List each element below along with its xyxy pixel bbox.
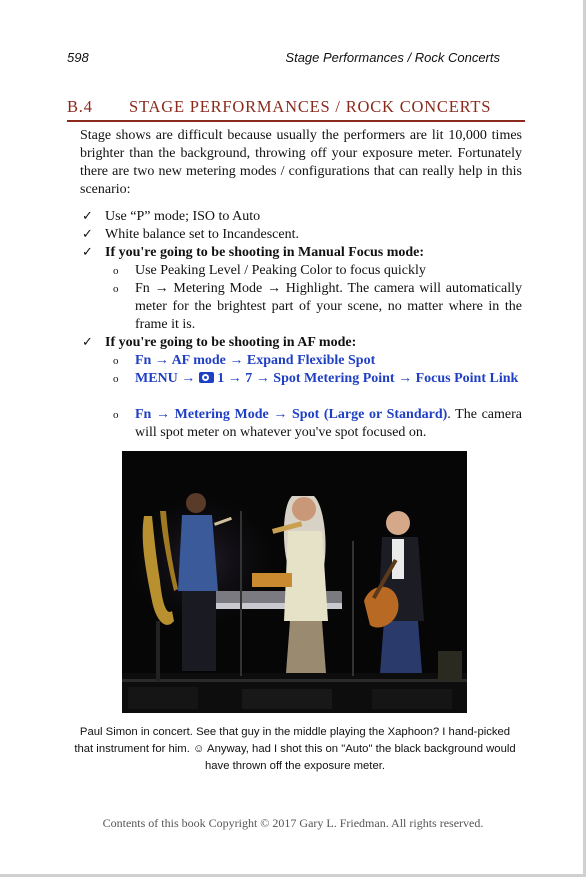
running-title: Stage Performances / Rock Concerts bbox=[285, 50, 500, 65]
list-item-heading: If you're going to be shooting in AF mode: bbox=[105, 335, 357, 350]
sub-list-item: Fn → Metering Mode → Highlight. The camera will automatically meter for the brightest part of your scene, no matter where in the frame it is. bbox=[135, 281, 522, 332]
list-item: White balance set to Incandescent. bbox=[105, 227, 299, 242]
checkmark-icon: ✓ bbox=[82, 226, 93, 241]
list-item: Use “P” mode; ISO to Auto bbox=[105, 209, 261, 224]
sub-list-item bbox=[135, 406, 522, 442]
page-number: 598 bbox=[67, 50, 89, 65]
menu-path-rest: 1 → 7 → Spot Metering Point → Focus Point Link bbox=[217, 371, 519, 386]
checkmark-icon: ✓ bbox=[82, 208, 93, 223]
section-heading bbox=[67, 97, 525, 122]
camera-icon bbox=[199, 372, 214, 383]
section-number: B.4 bbox=[67, 97, 93, 116]
checkmark-icon: ✓ bbox=[82, 244, 93, 259]
sub-list-text: . The camera will spot meter on whatever you've spot focused on. bbox=[135, 407, 522, 440]
copyright-footer: Contents of this book Copyright © 2017 Gary L. Friedman. All rights reserved. bbox=[102, 816, 484, 830]
bullet-icon: o bbox=[113, 409, 119, 421]
sub-list-item: Use Peaking Level / Peaking Color to focus quickly bbox=[135, 263, 426, 278]
bullet-icon: o bbox=[113, 373, 119, 385]
bullet-icon: o bbox=[113, 265, 119, 277]
intro-paragraph: Stage shows are difficult because usually the performers are lit 10,000 times brighter than the background, throwing off your exposure meter. Fortunately there are two new metering modes / configurations that can really help in this scenario: bbox=[80, 128, 522, 197]
bullet-icon: o bbox=[113, 283, 119, 295]
sub-list-item bbox=[135, 370, 522, 388]
section-title: STAGE PERFORMANCES / ROCK CONCERTS bbox=[129, 97, 492, 116]
menu-path-start: MENU → bbox=[135, 371, 196, 386]
sub-list-item: Fn → AF mode → Expand Flexible Spot bbox=[135, 353, 376, 368]
concert-photo bbox=[122, 451, 467, 713]
photo-caption: Paul Simon in concert. See that guy in the middle playing the Xaphoon? I hand-picked that instrument for him. ☺ Anyway, had I shot this on "Auto" the black background would have thrown off the exposure meter. bbox=[74, 726, 516, 772]
checkmark-icon: ✓ bbox=[82, 334, 93, 349]
menu-path: Fn → Metering Mode → Spot (Large or Standard) bbox=[135, 407, 448, 422]
list-item-heading: If you're going to be shooting in Manual Focus mode: bbox=[105, 245, 425, 260]
bullet-icon: o bbox=[113, 355, 119, 367]
